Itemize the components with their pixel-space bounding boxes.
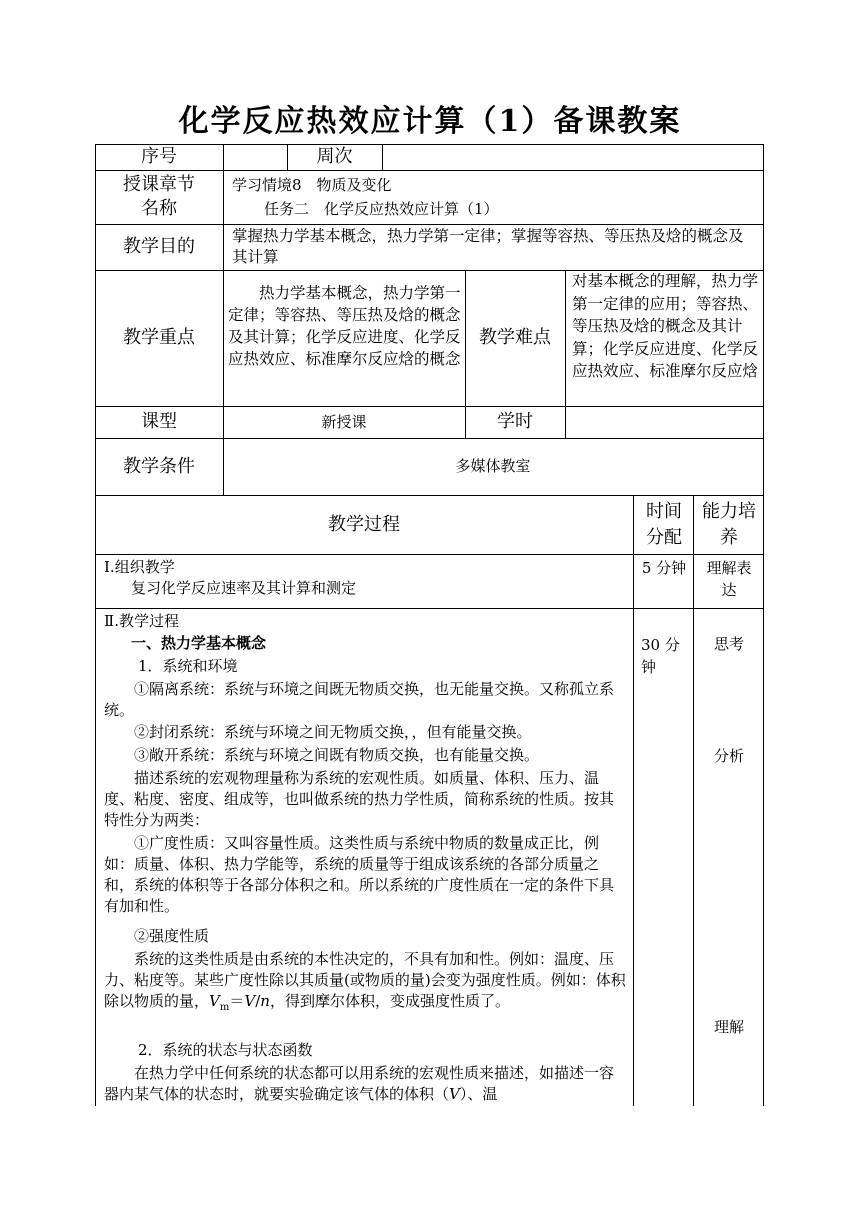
subscript-m: m bbox=[219, 1002, 230, 1013]
var-v: V bbox=[209, 992, 220, 1010]
section1-title: Ⅰ.组织教学 bbox=[104, 558, 175, 576]
section2-sub1: 1．系统和环境 bbox=[138, 657, 238, 675]
chapter-label: 授课章节名称 bbox=[123, 174, 195, 219]
difficult-text: 对基本概念的理解，热力学第一定律的应用；等容热、等压热及焓的概念及其计算；化学反应进度、化学反应热效应、标准摩尔反应焓 bbox=[572, 272, 759, 381]
section2-p2: ②封闭系统：系统与环境之间无物质交换，，但有能量交换。 bbox=[134, 723, 532, 741]
key-label: 教学重点 bbox=[123, 327, 195, 348]
chapter-line-1: 学习情境8 物质及变化 bbox=[232, 176, 392, 194]
section2-title: Ⅱ.教学过程 bbox=[104, 612, 179, 630]
ability-label: 能力培养 bbox=[702, 500, 756, 548]
section2-p7: 系统的这类性质是由系统的本性决定的，不具有加和性。例如：温度、压力、粘度等。某些广度性除以其质量(或物质的量)会变为强度性质。例如：体积除以物质的量，$V_m=V/n$，得到摩尔体积，变成强度性质了。 bbox=[104, 950, 626, 1013]
section2-ability-2: 分析 bbox=[713, 747, 744, 765]
section2-p3: ③敞开系统：系统与环境之间既有物质交换，也有能量交换。 bbox=[134, 746, 540, 764]
section2-ability-1: 思考 bbox=[713, 635, 744, 653]
section1-ability: 理解表达 bbox=[706, 559, 752, 599]
goal-text: 掌握热力学基本概念，热力学第一定律；掌握等容热、等压热及焓的概念及其计算 bbox=[232, 227, 744, 266]
section2-p6: ②强度性质 bbox=[134, 927, 210, 945]
section2-heading: 一、热力学基本概念 bbox=[131, 634, 267, 652]
process-label: 教学过程 bbox=[328, 513, 400, 535]
goal-label: 教学目的 bbox=[123, 236, 195, 257]
section2-p5: ①广度性质：又叫容量性质。这类性质与系统中物质的数量成正比，例如：质量、体积、热力学能等，系统的质量等于组成该系统的各部分质量之和，系统的体积等于各部分体积之和。所以系统的广度性质在一定的条件下具有加和性。 bbox=[104, 834, 615, 915]
type-label: 课型 bbox=[141, 411, 177, 432]
page-title: 化学反应热效应计算（1）备课教案 bbox=[178, 104, 682, 139]
section2-p1: ①隔离系统：系统与环境之间既无物质交换，也无能量交换。又称孤立系统。 bbox=[104, 680, 615, 719]
section2-sub2: 2．系统的状态与状态函数 bbox=[138, 1041, 313, 1059]
section1-time: 5 分钟 bbox=[641, 559, 687, 577]
section2-ability-3: 理解 bbox=[713, 1018, 744, 1036]
section2-p4: 描述系统的宏观物理量称为系统的宏观性质。如质量、体积、压力、温度、粘度、密度、组成等，也叫做系统的热力学性质，简称系统的性质。按其特性分为两类： bbox=[104, 769, 615, 829]
section2-p8: 在热力学中任何系统的状态都可以用系统的宏观性质来描述，如描述一容器内某气体的状态时，就要实验确定该气体的体积（V）、温 bbox=[104, 1064, 615, 1103]
key-text: 热力学基本概念，热力学第一定律；等容热、等压热及焓的概念及其计算；化学反应进度、化学反应热效应、标准摩尔反应焓的概念 bbox=[228, 284, 461, 368]
section1-content: 复习化学反应速率及其计算和测定 bbox=[131, 579, 357, 597]
section2-time: 30 分钟 bbox=[641, 636, 680, 676]
hours-label: 学时 bbox=[497, 411, 533, 432]
time-label: 时间分配 bbox=[646, 500, 682, 548]
difficult-label: 教学难点 bbox=[479, 327, 551, 348]
condition-value: 多媒体教室 bbox=[455, 457, 531, 475]
seq-label: 序号 bbox=[141, 146, 177, 167]
condition-label: 教学条件 bbox=[123, 455, 195, 477]
chapter-line-2: 任务二 化学反应热效应计算（1） bbox=[264, 200, 499, 218]
week-label: 周次 bbox=[316, 146, 353, 167]
type-value: 新授课 bbox=[321, 412, 367, 431]
